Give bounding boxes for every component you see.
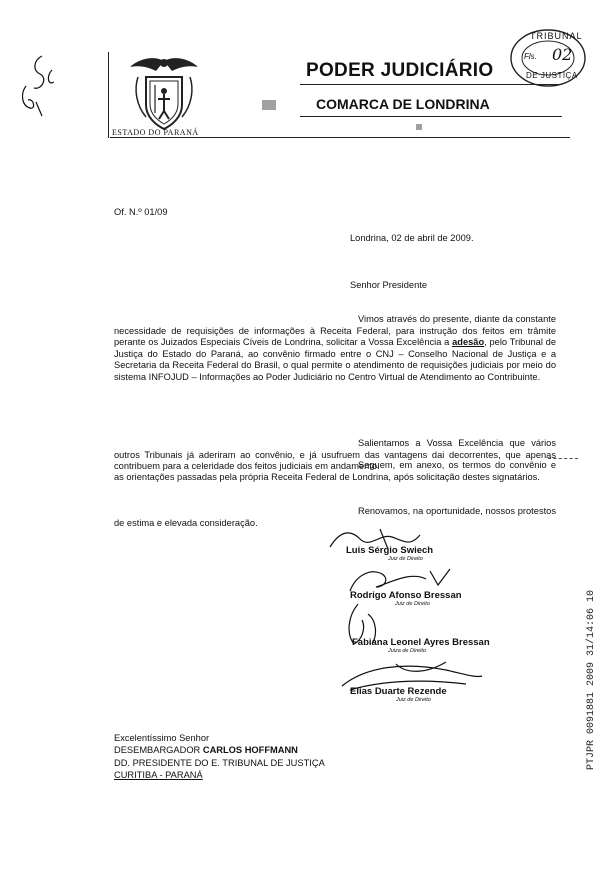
state-label: ESTADO DO PARANÁ <box>112 128 199 137</box>
addressee-block <box>114 732 325 781</box>
signatory-1-name: Luis Sérgio Swiech <box>346 545 434 556</box>
seal-fls-label: Fls. <box>524 52 537 61</box>
protocol-side-stamp: PTJPR 0091881 2009 31/14:06 10 <box>586 590 597 771</box>
document-title: PODER JUDICIÁRIO <box>306 60 494 81</box>
document-subtitle: COMARCA DE LONDRINA <box>316 96 490 112</box>
paragraph-2-lead: Salientamos a Vossa Excelência que vários <box>358 438 556 448</box>
addressee-line-4: CURITIBA - PARANÁ <box>114 769 203 780</box>
signatory-2-role: Juiz de Direito <box>395 601 430 607</box>
addressee-line-3: DD. PRESIDENTE DO E. TRIBUNAL DE JUSTIÇA <box>114 757 325 768</box>
scan-mark <box>548 458 578 459</box>
letter-date: Londrina, 02 de abril de 2009. <box>350 233 474 243</box>
signatory-4-name: Elias Duarte Rezende <box>350 686 447 697</box>
handwritten-margin-note-icon <box>12 50 62 120</box>
paragraph-4-lead: Renovamos, na oportunidade, nossos <box>358 506 516 516</box>
header-bottom-rule <box>110 137 570 138</box>
paragraph-1-lead: Vimos através do presente, diante da <box>358 314 513 324</box>
signatory-1-role: Juiz de Direito <box>388 556 423 562</box>
addressee-name: CARLOS HOFFMANN <box>202 745 298 756</box>
paragraph-3-body: e as orientações passadas pela própria Receita Federal de Londrina, após solicitação destes signatários. <box>114 460 556 482</box>
paragraph-1-emphasis: adesão <box>452 337 485 347</box>
letter-salutation: Senhor Presidente <box>350 280 428 290</box>
coat-of-arms-icon <box>128 55 200 131</box>
letter-reference: Of. N.º 01/09 <box>114 207 168 217</box>
signatory-4-role: Juiz de Direito <box>396 697 431 703</box>
signatory-3-role: Juiza de Direito <box>388 648 426 654</box>
scan-speck <box>262 100 276 110</box>
seal-page-number: 02 <box>552 45 573 64</box>
addressee-line-1: Excelentíssimo Senhor <box>114 733 210 743</box>
paragraph-3-lead: Seguem, em anexo, os termos do convênio <box>358 460 547 470</box>
signatory-3-name: Fabiana Leonel Ayres Bressan <box>352 637 490 648</box>
paragraph-1 <box>114 314 556 383</box>
addressee-line-2 <box>114 744 325 756</box>
seal-bottom-text: DE JUSTIÇA <box>526 71 578 80</box>
header-left-rule <box>108 52 109 138</box>
scan-speck <box>416 124 422 130</box>
signatory-2-name: Rodrigo Afonso Bressan <box>350 590 462 601</box>
subtitle-rule <box>300 116 562 117</box>
court-seal-stamp <box>508 27 588 89</box>
paragraph-1-body-a: constante necessidade de requisições de informações à Receita Federal, para instrução dos feitos em trâmite perante os Juizados Especiais Cíveis de Londrina, solicitar a Vossa Excelência a <box>114 314 556 347</box>
paragraph-1-body-b: , pelo Tribunal de Justiça do Estado do Paraná, ao convênio firmado entre o CNJ – Conselho Nacional de Justiça e a Secretaria da Receita Federal do Brasil, o qual permite o atendimento de requisições judiciais por meio do sistema INFOJUD – Informações ao Poder Judiciário no Centro Virtual de Atendimento ao Contribuinte. <box>114 337 557 382</box>
paragraph-3 <box>114 460 556 483</box>
seal-top-text: TRIBUNAL <box>530 31 583 41</box>
addressee-title: DESEMBARGADOR <box>114 745 203 756</box>
paragraph-4-body: protestos de estima e elevada consideração. <box>114 506 556 528</box>
paragraph-2-body: outros Tribunais já aderiram ao convênio, e já usufruem das vantagens dai decorrentes, que apenas contribuem para a celeridade dos feitos judiciais em andamento. <box>114 449 556 471</box>
